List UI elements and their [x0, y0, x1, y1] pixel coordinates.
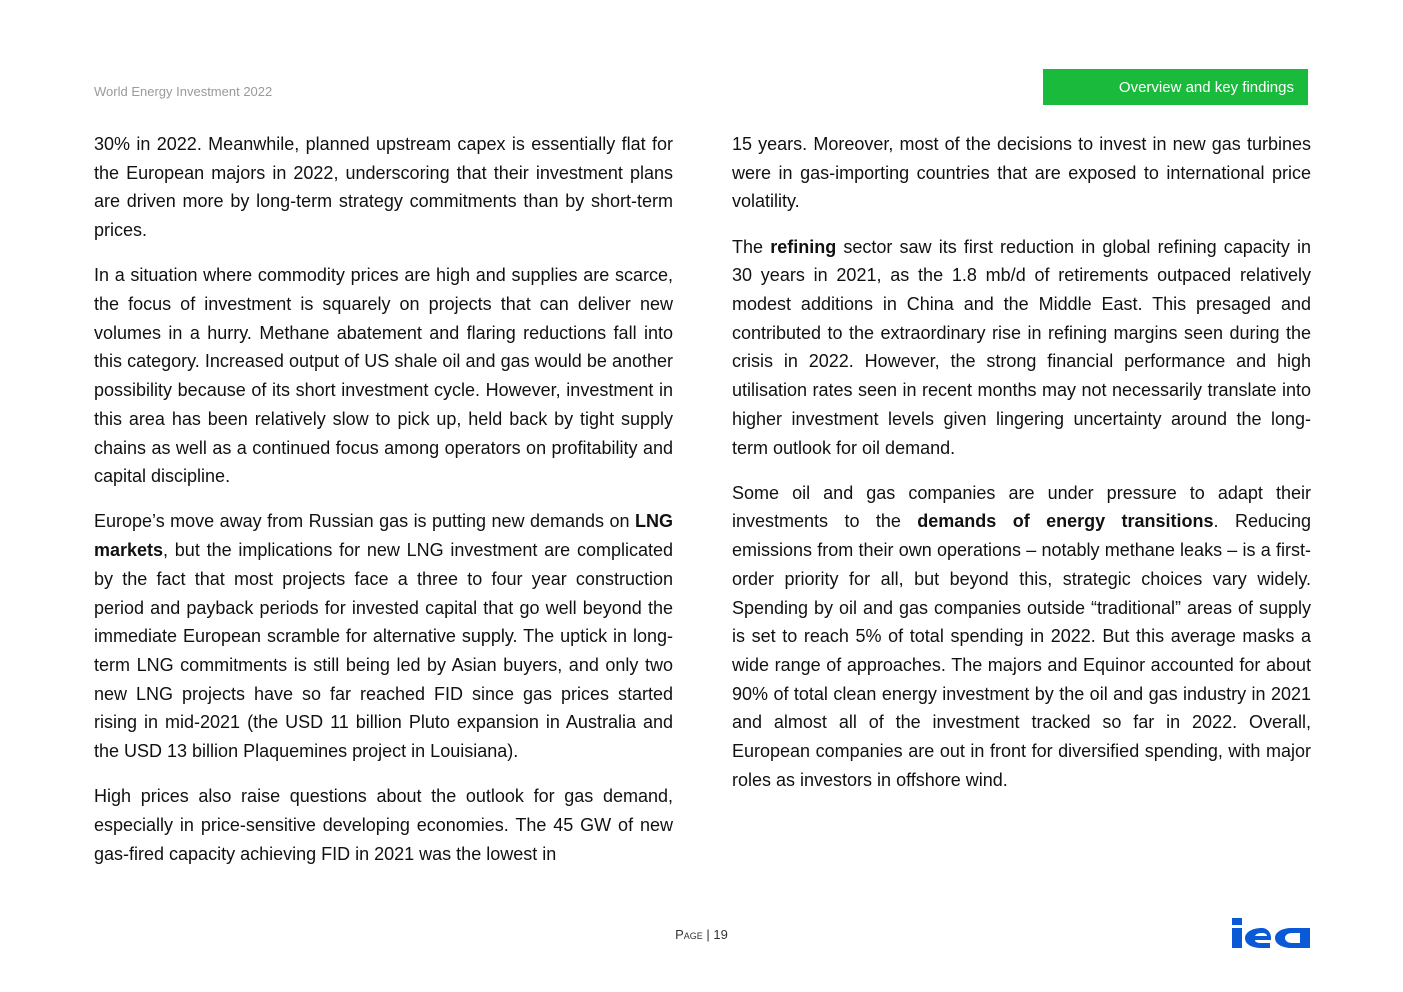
page-separator: |	[702, 927, 714, 942]
section-badge	[1043, 69, 1308, 105]
text-run: . Reducing emissions from their own operations – notably methane leaks – is a first-order priority for all, but beyond this, strategic choices vary widely. Spending by oil and gas companies outside “traditional” areas of supply is set to reach 5% of total spending in 2022. But this average masks a wide range of approaches. The majors and Equinor accounted for about 90% of total clean energy investment by the oil and gas industry in 2021 and almost all of the investment tracked so far in 2022. Overall, European companies are out in front for diversified spending, with major roles as investors in offshore wind.	[732, 511, 1312, 790]
paragraph	[94, 507, 673, 765]
paragraph: In a situation where commodity prices are high and supplies are scarce, the focus of investment is squarely on projects that can deliver new volumes in a hurry. Methane abatement and flaring reductions fall into this category. Increased output of US shale oil and gas would be another possibility because of its short investment cycle. However, investment in this area has been relatively slow to pick up, held back by tight supply chains as well as a continued focus among operators on profitability and capital discipline.	[94, 265, 673, 487]
text-run: Europe’s move away from Russian gas is putting new demands on	[94, 511, 635, 532]
page-number	[0, 927, 1403, 942]
paragraph	[732, 479, 1311, 795]
bold-term: demands of energy transitions	[917, 511, 1214, 532]
paragraph: 15 years. Moreover, most of the decisions to invest in new gas turbines were in gas-importing countries that are exposed to international price volatility.	[732, 134, 1311, 212]
bold-term: LNG markets	[94, 511, 673, 561]
text-run: Some oil and gas companies are under pressure to adapt their investments to the	[732, 482, 1311, 532]
paragraph: High prices also raise questions about the outlook for gas demand, especially in price-sensitive developing economies. The 45 GW of new gas-fired capacity achieving FID in 2021 was the lowest in	[94, 786, 673, 864]
text-run: The	[732, 236, 771, 257]
page-number-value: 19	[713, 927, 728, 942]
text-run: , but the implications for new LNG investment are complicated by the fact that most projects face a three to four year construction period and payback periods for invested capital that go well beyond the immediate European scramble for alternative supply. The uptick in long-term LNG commitments is still being led by Asian buyers, and only two new LNG projects have so far reached FID since gas prices started rising in mid-2021 (the USD 11 billion Pluto expansion in Australia and the USD 13 billion Plaquemines project in Louisiana).	[94, 540, 673, 762]
section-badge-label: Overview and key findings	[1118, 78, 1294, 96]
iea-logo	[1232, 916, 1310, 950]
text-run: sector saw its first reduction in global refining capacity in 30 years in 2021, as the 1.8 mb/d of retirements outpaced relatively modest additions in China and the Middle East. This presaged and contributed to the extraordinary rise in refining margins seen during the crisis in 2022. However, the strong financial performance and high utilisation rates seen in recent months may not necessarily translate into higher investment levels given lingering uncertainty around the long-term outlook for oil demand.	[732, 236, 1311, 458]
paragraph	[732, 233, 1311, 463]
document-title: World Energy Investment 2022	[94, 84, 273, 99]
bold-term: refining	[770, 236, 837, 257]
left-column	[94, 130, 673, 885]
right-column	[732, 130, 1311, 811]
page-word: Page	[675, 927, 703, 942]
paragraph: 30% in 2022. Meanwhile, planned upstream capex is essentially flat for the European majors in 2022, underscoring that their investment plans are driven more by long-term strategy commitments than by short-term prices.	[94, 134, 673, 241]
